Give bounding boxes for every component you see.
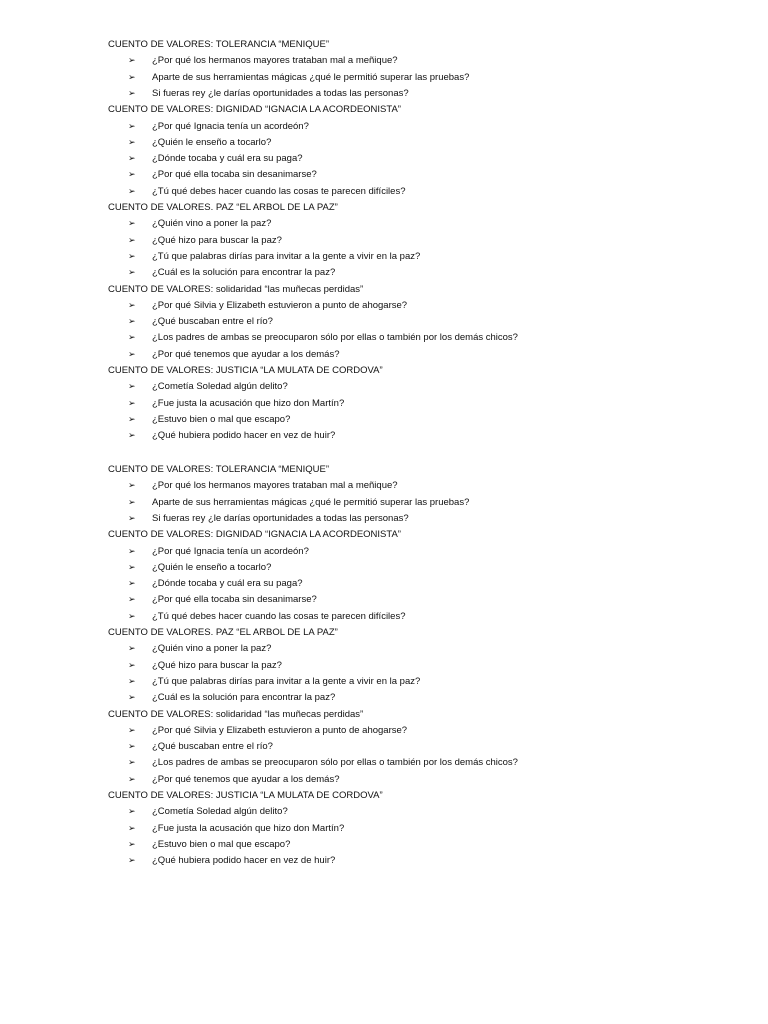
- arrow-bullet-icon: ➢: [128, 170, 136, 181]
- list-item: [128, 805, 288, 818]
- arrow-bullet-icon: ➢: [128, 579, 136, 590]
- arrow-bullet-icon: ➢: [128, 414, 136, 425]
- question-text: ¿Tú qué debes hacer cuando las cosas te parecen difíciles?: [152, 185, 406, 197]
- list-item: [128, 822, 344, 835]
- question-text: ¿Qué hizo para buscar la paz?: [152, 659, 282, 671]
- arrow-bullet-icon: ➢: [128, 88, 136, 99]
- arrow-bullet-icon: ➢: [128, 317, 136, 328]
- arrow-bullet-icon: ➢: [128, 333, 136, 344]
- question-text: Si fueras rey ¿le darías oportunidades a todas las personas?: [152, 87, 409, 99]
- list-item: [128, 496, 469, 509]
- list-item: [128, 659, 282, 672]
- section-heading: CUENTO DE VALORES: DIGNIDAD “IGNACIA LA ACORDEONISTA”: [108, 529, 401, 541]
- arrow-bullet-icon: ➢: [128, 137, 136, 148]
- list-item: [128, 54, 398, 67]
- list-item: [128, 610, 406, 623]
- list-item: [128, 593, 317, 606]
- question-text: ¿Fue justa la acusación que hizo don Martín?: [152, 397, 345, 409]
- list-item: [128, 299, 407, 312]
- question-text: ¿Dónde tocaba y cuál era su paga?: [152, 153, 303, 165]
- arrow-bullet-icon: ➢: [128, 660, 136, 671]
- list-item: [128, 854, 335, 867]
- question-text: Aparte de sus herramientas mágicas ¿qué le permitió superar las pruebas?: [152, 496, 470, 508]
- arrow-bullet-icon: ➢: [128, 154, 136, 165]
- arrow-bullet-icon: ➢: [128, 56, 136, 67]
- list-item: [128, 838, 290, 851]
- list-item: [128, 773, 339, 786]
- arrow-bullet-icon: ➢: [128, 235, 136, 246]
- question-text: ¿Estuvo bien o mal que escapo?: [152, 413, 291, 425]
- question-text: ¿Por qué Ignacia tenía un acordeón?: [152, 120, 309, 132]
- section-heading: CUENTO DE VALORES: solidaridad “las muñecas perdidas”: [108, 283, 364, 295]
- question-text: ¿Cuál es la solución para encontrar la paz?: [152, 267, 336, 279]
- arrow-bullet-icon: ➢: [128, 268, 136, 279]
- arrow-bullet-icon: ➢: [128, 611, 136, 622]
- section-heading: CUENTO DE VALORES: solidaridad “las muñecas perdidas”: [108, 708, 364, 720]
- arrow-bullet-icon: ➢: [128, 676, 136, 687]
- question-text: ¿Tú que palabras dirías para invitar a la gente a vivir en la paz?: [152, 250, 421, 262]
- arrow-bullet-icon: ➢: [128, 644, 136, 655]
- list-item: [128, 136, 271, 149]
- section-heading: CUENTO DE VALORES: JUSTICIA “LA MULATA DE CORDOVA”: [108, 790, 383, 801]
- arrow-bullet-icon: ➢: [128, 398, 136, 409]
- question-text: ¿Por qué tenemos que ayudar a los demás?: [152, 348, 340, 360]
- arrow-bullet-icon: ➢: [128, 774, 136, 785]
- question-text: ¿Cometía Soledad algún delito?: [152, 806, 288, 818]
- list-item: [128, 675, 420, 688]
- list-item: [128, 250, 420, 263]
- arrow-bullet-icon: ➢: [128, 595, 136, 606]
- list-item: [128, 724, 407, 737]
- question-text: ¿Qué buscaban entre el río?: [152, 741, 273, 753]
- question-text: ¿Por qué los hermanos mayores trataban mal a meñique?: [152, 55, 398, 67]
- question-text: ¿Por qué Silvia y Elizabeth estuvieron a punto de ahogarse?: [152, 299, 408, 311]
- question-text: ¿Quién le enseño a tocarlo?: [152, 561, 272, 573]
- section-heading: CUENTO DE VALORES: TOLERANCIA “MENIQUE”: [108, 464, 330, 475]
- section-heading: CUENTO DE VALORES: DIGNIDAD “IGNACIA LA ACORDEONISTA”: [108, 104, 401, 116]
- question-text: ¿Por qué ella tocaba sin desanimarse?: [152, 594, 317, 606]
- arrow-bullet-icon: ➢: [128, 186, 136, 197]
- list-item: [128, 512, 409, 525]
- list-item: [128, 185, 406, 198]
- question-text: ¿Por qué tenemos que ayudar a los demás?: [152, 773, 340, 785]
- arrow-bullet-icon: ➢: [128, 856, 136, 867]
- section-heading: CUENTO DE VALORES. PAZ “EL ARBOL DE LA PAZ”: [108, 627, 338, 638]
- arrow-bullet-icon: ➢: [128, 839, 136, 850]
- list-item: [128, 217, 271, 230]
- arrow-bullet-icon: ➢: [128, 72, 136, 83]
- question-text: ¿Qué hubiera podido hacer en vez de huir?: [152, 855, 336, 867]
- arrow-bullet-icon: ➢: [128, 382, 136, 393]
- arrow-bullet-icon: ➢: [128, 219, 136, 230]
- arrow-bullet-icon: ➢: [128, 807, 136, 818]
- question-text: ¿Quién vino a poner la paz?: [152, 218, 272, 230]
- arrow-bullet-icon: ➢: [128, 758, 136, 769]
- arrow-bullet-icon: ➢: [128, 693, 136, 704]
- list-item: [128, 397, 344, 410]
- list-item: [128, 87, 409, 100]
- list-item: [128, 479, 398, 492]
- question-text: ¿Los padres de ambas se preocuparon sólo por ellas o también por los demás chicos?: [152, 332, 518, 344]
- question-text: ¿Por qué ella tocaba sin desanimarse?: [152, 169, 317, 181]
- arrow-bullet-icon: ➢: [128, 251, 136, 262]
- list-item: [128, 561, 271, 574]
- arrow-bullet-icon: ➢: [128, 349, 136, 360]
- list-item: [128, 642, 271, 655]
- list-item: [128, 315, 273, 328]
- list-item: [128, 740, 273, 753]
- arrow-bullet-icon: ➢: [128, 742, 136, 753]
- question-text: ¿Qué hizo para buscar la paz?: [152, 234, 282, 246]
- question-text: ¿Qué buscaban entre el río?: [152, 316, 273, 328]
- list-item: [128, 71, 469, 84]
- list-item: [128, 331, 518, 344]
- list-item: [128, 691, 335, 704]
- question-text: ¿Por qué Silvia y Elizabeth estuvieron a punto de ahogarse?: [152, 724, 408, 736]
- section-heading: CUENTO DE VALORES: JUSTICIA “LA MULATA DE CORDOVA”: [108, 365, 383, 376]
- list-item: [128, 168, 317, 181]
- list-item: [128, 120, 309, 133]
- list-item: [128, 756, 518, 769]
- question-text: Si fueras rey ¿le darías oportunidades a todas las personas?: [152, 512, 409, 524]
- list-item: [128, 413, 290, 426]
- question-text: ¿Quién le enseño a tocarlo?: [152, 136, 272, 148]
- arrow-bullet-icon: ➢: [128, 562, 136, 573]
- question-text: ¿Cuál es la solución para encontrar la paz?: [152, 692, 336, 704]
- question-text: ¿Los padres de ambas se preocuparon sólo por ellas o también por los demás chicos?: [152, 757, 518, 769]
- question-text: ¿Tú que palabras dirías para invitar a la gente a vivir en la paz?: [152, 675, 421, 687]
- arrow-bullet-icon: ➢: [128, 546, 136, 557]
- question-text: ¿Por qué los hermanos mayores trataban mal a meñique?: [152, 480, 398, 492]
- arrow-bullet-icon: ➢: [128, 481, 136, 492]
- list-item: [128, 266, 335, 279]
- arrow-bullet-icon: ➢: [128, 497, 136, 508]
- arrow-bullet-icon: ➢: [128, 431, 136, 442]
- question-text: ¿Cometía Soledad algún delito?: [152, 381, 288, 393]
- list-item: [128, 234, 282, 247]
- section-heading: CUENTO DE VALORES. PAZ “EL ARBOL DE LA PAZ”: [108, 202, 338, 213]
- arrow-bullet-icon: ➢: [128, 300, 136, 311]
- arrow-bullet-icon: ➢: [128, 513, 136, 524]
- question-text: ¿Dónde tocaba y cuál era su paga?: [152, 578, 303, 590]
- question-text: Aparte de sus herramientas mágicas ¿qué le permitió superar las pruebas?: [152, 71, 470, 83]
- section-heading: CUENTO DE VALORES: TOLERANCIA “MENIQUE”: [108, 39, 330, 50]
- arrow-bullet-icon: ➢: [128, 725, 136, 736]
- question-text: ¿Estuvo bien o mal que escapo?: [152, 838, 291, 850]
- arrow-bullet-icon: ➢: [128, 121, 136, 132]
- arrow-bullet-icon: ➢: [128, 823, 136, 834]
- list-item: [128, 577, 303, 590]
- question-text: ¿Tú qué debes hacer cuando las cosas te parecen difíciles?: [152, 610, 406, 622]
- list-item: [128, 380, 288, 393]
- question-text: ¿Fue justa la acusación que hizo don Martín?: [152, 822, 345, 834]
- question-text: ¿Qué hubiera podido hacer en vez de huir?: [152, 430, 336, 442]
- list-item: [128, 545, 309, 558]
- list-item: [128, 429, 335, 442]
- list-item: [128, 152, 303, 165]
- list-item: [128, 348, 339, 361]
- question-text: ¿Por qué Ignacia tenía un acordeón?: [152, 545, 309, 557]
- question-text: ¿Quién vino a poner la paz?: [152, 643, 272, 655]
